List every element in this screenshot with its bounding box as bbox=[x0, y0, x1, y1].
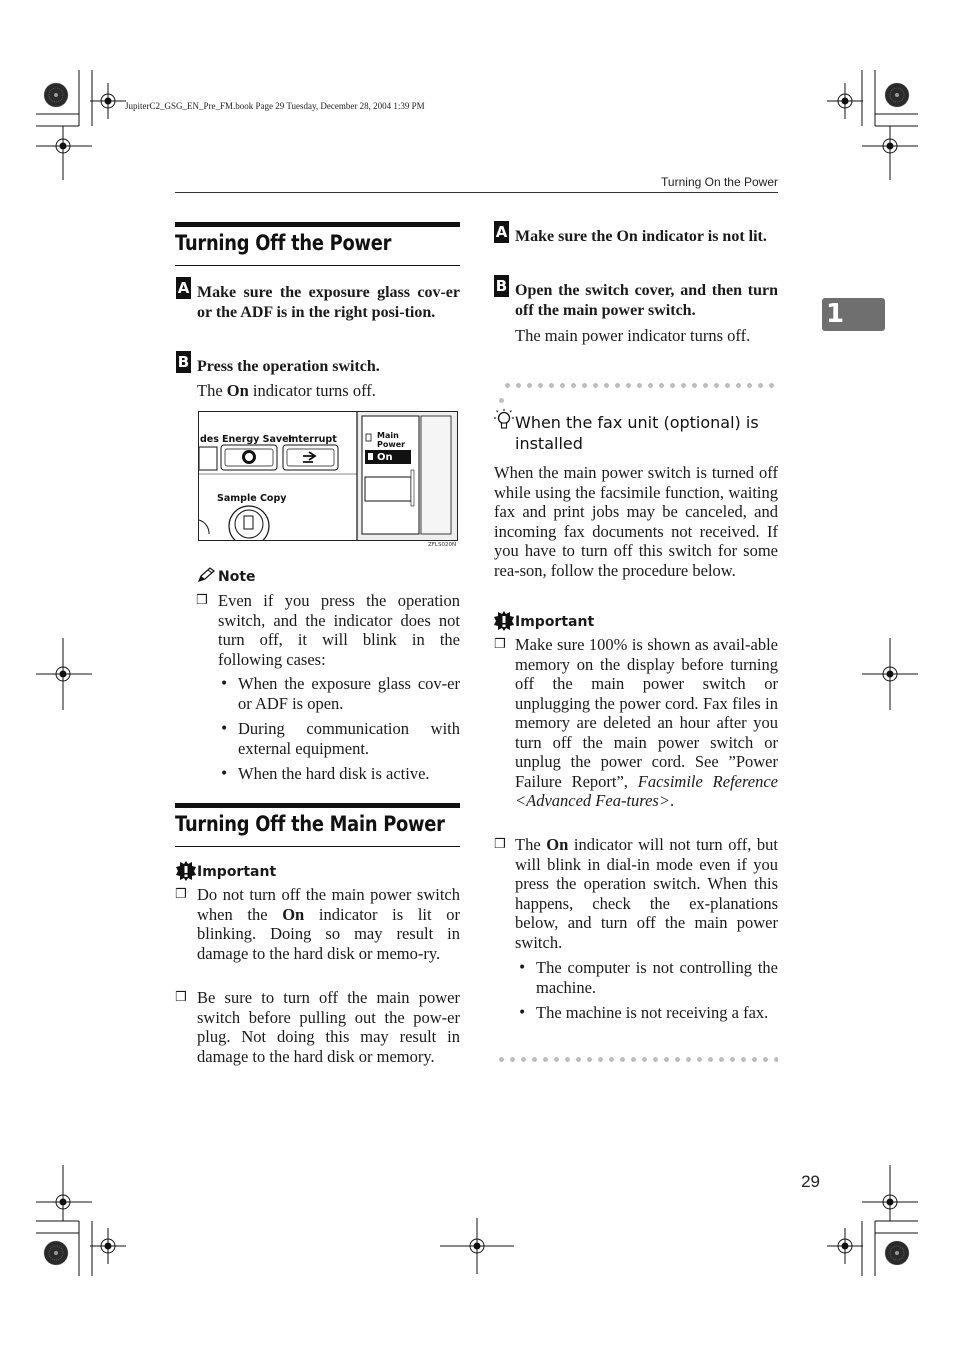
bullet-dot-icon: • bbox=[518, 1005, 527, 1021]
tip-top-dotted-rule bbox=[502, 383, 778, 388]
tip-body: When the main power switch is turned off while using the facsimile function, waiting fax and print jobs may be canceled, and incoming fax documents not received. If you have to turn off this switch for some rea-son, follow the procedure below. bbox=[494, 463, 778, 580]
panel-label-on: On bbox=[377, 452, 393, 463]
file-info: JupiterC2_GSG_EN_Pre_FM.book Page 29 Tuesday, December 28, 2004 1:39 PM bbox=[125, 101, 425, 111]
panel-label-power: Power bbox=[377, 440, 406, 449]
note-bullet-3: When the hard disk is active. bbox=[238, 764, 430, 783]
important-item-2: Be sure to turn off the main power switch before pulling out the pow-er plug. Not doing this may result in damage to the hard disk or memory. bbox=[197, 988, 460, 1066]
bullet-dot-icon: • bbox=[220, 721, 229, 737]
section-title-rule bbox=[175, 265, 460, 266]
right-step-1-text: Make sure the On indicator is not lit. bbox=[515, 228, 767, 245]
important-label: Important bbox=[197, 864, 277, 880]
panel-label-sample-copy: Sample Copy bbox=[217, 493, 287, 504]
checkbox-bullet-icon: ❒ bbox=[494, 837, 506, 852]
note-bullet-1: When the exposure glass cov-er or ADF is open. bbox=[238, 674, 460, 713]
step-number-2: B bbox=[177, 353, 190, 371]
tip-corner-dots bbox=[496, 398, 508, 403]
panel-label-interrupt: Interrupt bbox=[288, 434, 337, 445]
note-bullet-2: During communication with external equipment. bbox=[238, 719, 460, 758]
section-title-rule bbox=[175, 846, 460, 847]
important-icon bbox=[176, 861, 196, 881]
header-rule bbox=[175, 192, 778, 193]
important-icon bbox=[494, 611, 514, 631]
step-1-text: Make sure the exposure glass cov-er or the ADF is in the right posi-tion. bbox=[197, 284, 460, 321]
step-2-result: The On indicator turns off. bbox=[197, 381, 376, 400]
panel-label-modes: des bbox=[200, 434, 219, 445]
chapter-tab: 1 bbox=[822, 298, 885, 331]
tip-title: When the fax unit (optional) is installed bbox=[515, 413, 759, 453]
note-label: Note bbox=[218, 569, 256, 585]
note-item-text: Even if you press the operation switch, and the indicator does not turn off, it will blink in the following cases: bbox=[218, 591, 460, 669]
running-head: Turning On the Power bbox=[661, 175, 778, 189]
panel-drawing bbox=[199, 412, 457, 540]
pencil-icon bbox=[197, 567, 215, 583]
panel-label-main: Main bbox=[377, 431, 399, 440]
right-bullet-2: The machine is not receiving a fax. bbox=[536, 1003, 769, 1022]
step-number-2: B bbox=[495, 277, 508, 295]
bullet-dot-icon: • bbox=[220, 676, 229, 692]
step-number-1: A bbox=[495, 223, 508, 241]
section-title-bar bbox=[175, 222, 460, 227]
step-2-text: Press the operation switch. bbox=[197, 358, 380, 375]
right-step-2-text: Open the switch cover, and then turn off the main power switch. bbox=[515, 282, 778, 319]
tip-bottom-dotted-rule bbox=[496, 1057, 778, 1062]
checkbox-bullet-icon: ❒ bbox=[494, 637, 506, 652]
right-important-label: Important bbox=[515, 614, 595, 630]
figure-caption: ZFLS020N bbox=[428, 542, 457, 548]
right-important-item-1: Make sure 100% is shown as avail-able memory on the display before turning off the main power switch or unplugging the power cord. Fax files in memory are deleted an hour after you turn off the main power switch or unplug the power cord. See ”Power Failure Report”, Facsimile Reference <Advanced Fea-tures>. bbox=[515, 635, 779, 810]
section-title-bar bbox=[175, 803, 460, 808]
checkbox-bullet-icon: ❒ bbox=[175, 887, 187, 902]
right-step-2-result: The main power indicator turns off. bbox=[515, 326, 751, 345]
step-number-1: A bbox=[177, 279, 190, 297]
lightbulb-icon bbox=[494, 409, 514, 431]
checkbox-bullet-icon: ❒ bbox=[175, 990, 187, 1005]
control-panel-illustration bbox=[198, 411, 458, 541]
right-bullet-1: The computer is not controlling the machine. bbox=[536, 958, 778, 997]
page-number: 29 bbox=[801, 1172, 820, 1191]
section-title-turning-off-main-power: Turning Off the Main Power bbox=[175, 812, 445, 836]
section-title-turning-off-power: Turning Off the Power bbox=[175, 231, 392, 255]
panel-label-energy-saver: Energy Saver bbox=[222, 434, 294, 445]
bullet-dot-icon: • bbox=[518, 960, 527, 976]
checkbox-bullet-icon: ❒ bbox=[196, 593, 208, 608]
important-item-1: Do not turn off the main power switch when the On indicator is lit or blinking. Doing so may result in damage to the hard disk or memo-ry. bbox=[197, 885, 460, 963]
right-important-item-2: The On indicator will not turn off, but will blink in dial-in mode even if you press the operation switch. When this happens, check the ex-planations below, and turn off the main power switch. bbox=[515, 835, 778, 952]
bullet-dot-icon: • bbox=[220, 766, 229, 782]
